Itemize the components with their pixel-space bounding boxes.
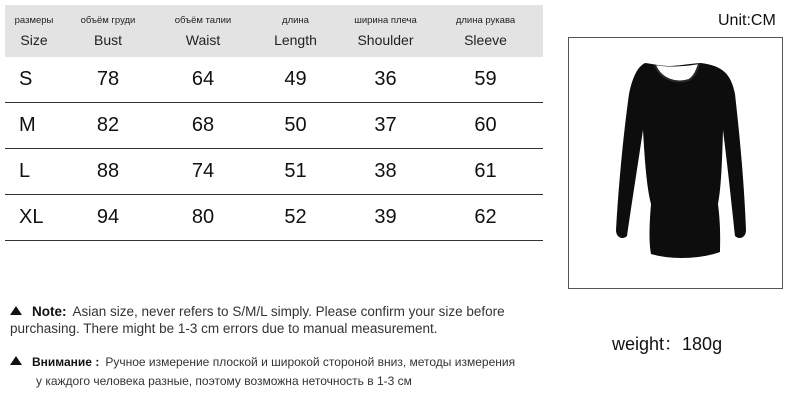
table-row <box>5 57 543 103</box>
note-line1: Asian size, never refers to S/M/L simply. Please confirm your size before <box>72 304 505 319</box>
cell-shoulder: 38 <box>374 160 397 182</box>
cell-bust: 88 <box>96 160 120 182</box>
cell-sleeve: 59 <box>474 68 497 90</box>
header-size-en: Size <box>20 31 48 48</box>
cell-bust: 94 <box>96 206 120 228</box>
header-waist <box>153 5 253 57</box>
header-length-ru: длина <box>282 14 309 26</box>
table-row <box>5 149 543 195</box>
header-length <box>253 5 338 57</box>
warning-triangle-icon <box>10 306 22 315</box>
note-ru-label: Внимание : <box>32 355 100 369</box>
header-size-ru: размеры <box>14 14 54 26</box>
cell-waist: 68 <box>191 114 215 136</box>
header-sleeve <box>433 5 538 57</box>
header-bust-en: Bust <box>93 31 122 48</box>
cell-size: S <box>19 68 33 90</box>
product-photo <box>568 37 783 289</box>
header-waist-ru: объём талии <box>174 14 232 26</box>
cell-sleeve: 60 <box>474 114 497 136</box>
cell-size: M <box>19 114 36 136</box>
table-row <box>5 195 543 241</box>
size-chart-header <box>5 5 543 57</box>
note-russian <box>10 353 555 391</box>
header-sleeve-en: Sleeve <box>464 31 507 48</box>
cell-shoulder: 39 <box>374 206 397 228</box>
cell-sleeve: 61 <box>474 160 497 182</box>
header-shoulder <box>338 5 433 57</box>
cell-size: XL <box>19 206 44 228</box>
black-long-sleeve-top-icon <box>569 38 781 287</box>
header-sleeve-ru: длина рукава <box>455 14 516 26</box>
header-size <box>5 5 63 57</box>
header-bust-ru: объём груди <box>80 14 136 26</box>
note-label: Note: <box>32 304 67 319</box>
header-shoulder-en: Shoulder <box>357 31 414 48</box>
cell-waist: 64 <box>191 68 215 90</box>
unit-label: Unit:CM <box>718 12 776 29</box>
cell-length: 52 <box>284 206 307 228</box>
cell-length: 49 <box>284 68 307 90</box>
warning-triangle-icon <box>10 356 22 365</box>
note-ru-line1: Ручное измерение плоской и широкой стороной вниз, методы измерения <box>105 355 516 369</box>
cell-shoulder: 36 <box>374 68 397 90</box>
size-chart-table <box>5 5 543 241</box>
note-line2: purchasing. There might be 1-3 cm errors due to manual measurement. <box>10 321 438 336</box>
header-length-en: Length <box>274 31 317 48</box>
cell-waist: 80 <box>191 206 215 228</box>
cell-shoulder: 37 <box>374 114 397 136</box>
note-ru-line2: у каждого человека разные, поэтому возможна неточность в 1-3 см <box>36 374 412 388</box>
cell-waist: 74 <box>191 160 215 182</box>
cell-bust: 78 <box>96 68 120 90</box>
table-row <box>5 103 543 149</box>
header-bust <box>63 5 153 57</box>
cell-length: 51 <box>284 160 307 182</box>
cell-size: L <box>19 160 31 182</box>
weight-label: weight：180g <box>612 334 723 354</box>
cell-length: 50 <box>284 114 307 136</box>
header-shoulder-ru: ширина плеча <box>354 14 417 26</box>
cell-sleeve: 62 <box>474 206 497 228</box>
cell-bust: 82 <box>96 114 120 136</box>
note-english <box>10 303 550 337</box>
header-waist-en: Waist <box>185 31 221 48</box>
